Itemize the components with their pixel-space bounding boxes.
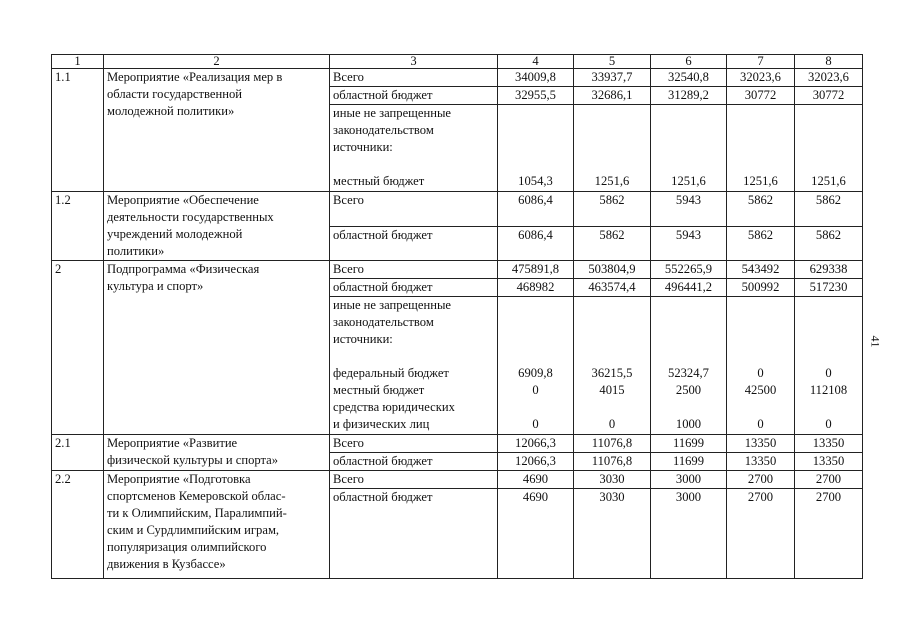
blank-line	[501, 314, 570, 331]
value-line: 12066,3	[515, 436, 556, 450]
blank-line	[501, 399, 570, 416]
value-line: 0	[532, 383, 539, 397]
value-cell	[795, 87, 863, 105]
value-line: 2700	[747, 472, 774, 486]
value-line: 496441,2	[664, 280, 713, 294]
value-line: 1000	[675, 417, 702, 431]
blank-line	[654, 348, 723, 365]
value-cell	[651, 192, 727, 227]
value-line: 5943	[675, 193, 702, 207]
item-number-cell: 2.2	[52, 471, 104, 579]
value-line: 32955,5	[515, 88, 556, 102]
blank-line	[654, 122, 723, 139]
value-cell	[498, 489, 574, 579]
blank-line	[654, 105, 723, 122]
value-line: 0	[757, 417, 764, 431]
value-cell	[574, 435, 651, 453]
value-line: 468982	[516, 280, 555, 294]
item-title-cell	[104, 435, 330, 471]
blank-line	[730, 122, 791, 139]
blank-line	[577, 399, 647, 416]
text-line: движения в Кузбассе»	[107, 557, 226, 571]
value-line: 5862	[815, 227, 842, 242]
value-line: 5862	[599, 227, 625, 242]
value-cell	[651, 279, 727, 297]
value-line: 5862	[747, 227, 774, 242]
value-line: 3030	[599, 472, 625, 486]
value-cell	[795, 192, 863, 227]
value-line: 517230	[809, 280, 848, 294]
text-line: федеральный бюджет	[333, 366, 449, 380]
value-cell	[498, 69, 574, 87]
text-line: Мероприятие «Реализация мер в	[107, 70, 283, 84]
blank-line	[501, 156, 570, 173]
value-line: 0	[608, 417, 616, 431]
value-cell	[574, 226, 651, 261]
value-line: 1251,6	[671, 174, 706, 188]
blank-line	[577, 139, 647, 156]
blank-line	[654, 297, 723, 314]
text-line: Всего	[333, 193, 364, 207]
value-line: 475891,8	[511, 262, 560, 276]
value-line: 13350	[744, 454, 777, 468]
blank-line	[730, 105, 791, 122]
value-line: 36215,5	[591, 366, 633, 380]
item-number-cell: 1.2	[52, 192, 104, 261]
blank-line	[730, 139, 791, 156]
blank-line	[730, 348, 791, 365]
blank-line	[501, 122, 570, 139]
text-line: физической культуры и спорта»	[107, 453, 279, 467]
value-line: 33937,7	[591, 70, 633, 84]
value-line: 1251,6	[743, 174, 778, 188]
value-line: 0	[532, 417, 539, 431]
value-cell	[651, 453, 727, 471]
text-line: области государственной	[107, 87, 243, 101]
text-line: Мероприятие «Обеспечение	[107, 193, 259, 207]
text-line: ти к Олимпийским, Паралимпий-	[107, 506, 287, 520]
header-cell: 6	[651, 55, 727, 69]
blank-line	[798, 139, 859, 156]
item-number-cell: 1.1	[52, 69, 104, 192]
blank-line	[798, 122, 859, 139]
text-line: источники:	[333, 332, 393, 346]
text-line: политики»	[107, 244, 165, 258]
blank-line	[577, 156, 647, 173]
blank-line	[501, 139, 570, 156]
value-line: 5943	[675, 227, 702, 242]
blank-line	[333, 156, 494, 173]
item-number-cell: 2	[52, 261, 104, 435]
value-line: 1054,3	[518, 174, 553, 188]
table-row	[52, 471, 863, 489]
text-line: законодательством	[333, 123, 434, 137]
value-line: 11076,8	[591, 454, 633, 468]
value-cell	[727, 297, 795, 435]
text-line: Подпрограмма «Физическая	[107, 262, 260, 276]
text-line: иные не запрещенные	[333, 106, 451, 120]
text-line: иные не запрещенные	[333, 298, 451, 312]
value-line: 31289,2	[668, 88, 709, 102]
text-line: учреждений молодежной	[107, 227, 243, 241]
item-number-cell: 2.1	[52, 435, 104, 471]
value-line: 32023,6	[740, 70, 781, 84]
blank-line	[730, 314, 791, 331]
value-cell	[651, 261, 727, 279]
header-cell: 4	[498, 55, 574, 69]
value-cell	[795, 453, 863, 471]
blank-line	[501, 297, 570, 314]
value-line: 0	[757, 366, 764, 380]
funding-source-cell	[330, 297, 498, 435]
header-cell: 8	[795, 55, 863, 69]
value-line: 34009,8	[515, 70, 556, 84]
blank-line	[577, 105, 647, 122]
blank-line	[654, 314, 723, 331]
value-line: 543492	[741, 262, 780, 276]
blank-line	[730, 156, 791, 173]
value-cell	[651, 435, 727, 453]
funding-source-cell	[330, 453, 498, 471]
value-line: 13350	[812, 454, 845, 468]
value-line: 32540,8	[668, 70, 709, 84]
text-line: местный бюджет	[333, 174, 425, 188]
value-cell	[651, 87, 727, 105]
blank-line	[654, 331, 723, 348]
blank-line	[577, 297, 647, 314]
text-line: деятельности государственных	[107, 210, 274, 224]
table-row	[52, 261, 863, 279]
value-line: 3000	[675, 490, 702, 504]
funding-source-cell	[330, 87, 498, 105]
table-row	[52, 69, 863, 87]
blank-line	[798, 156, 859, 173]
value-cell	[574, 69, 651, 87]
value-cell	[651, 297, 727, 435]
value-cell	[498, 261, 574, 279]
value-cell	[795, 297, 863, 435]
funding-source-cell	[330, 192, 498, 227]
value-cell	[574, 87, 651, 105]
item-title-cell	[104, 69, 330, 192]
value-cell	[498, 279, 574, 297]
funding-source-cell	[330, 105, 498, 192]
value-cell	[727, 192, 795, 227]
value-cell	[727, 435, 795, 453]
table-row	[52, 435, 863, 453]
value-cell	[574, 297, 651, 435]
value-cell	[727, 453, 795, 471]
value-line: 11699	[672, 436, 705, 450]
value-line: 11699	[672, 454, 705, 468]
value-line: 42500	[744, 383, 777, 397]
value-line: 52324,7	[668, 366, 709, 380]
value-line: 30772	[812, 88, 845, 102]
blank-line	[730, 399, 791, 416]
value-line: 11076,8	[591, 436, 633, 450]
value-cell	[727, 87, 795, 105]
value-cell	[498, 105, 574, 192]
text-line: законодательством	[333, 315, 434, 329]
header-cell: 3	[330, 55, 498, 69]
value-cell	[498, 435, 574, 453]
value-line: 2700	[747, 490, 774, 504]
value-cell	[795, 69, 863, 87]
blank-line	[501, 105, 570, 122]
blank-line	[730, 297, 791, 314]
funding-source-cell	[330, 435, 498, 453]
table-row	[52, 192, 863, 227]
value-cell	[795, 279, 863, 297]
funding-source-cell	[330, 279, 498, 297]
value-line: 32023,6	[808, 70, 849, 84]
page-number: 41	[868, 335, 883, 348]
blank-line	[654, 156, 723, 173]
value-cell	[651, 226, 727, 261]
value-cell	[727, 489, 795, 579]
funding-source-cell	[330, 471, 498, 489]
value-cell	[498, 297, 574, 435]
blank-line	[798, 348, 859, 365]
value-line: 552265,9	[664, 262, 713, 276]
blank-line	[577, 331, 647, 348]
blank-line	[333, 348, 494, 365]
funding-source-cell	[330, 489, 498, 579]
blank-line	[654, 399, 723, 416]
blank-line	[654, 139, 723, 156]
value-line: 2500	[675, 383, 702, 397]
text-line: ским и Сурдлимпийским играм,	[107, 523, 280, 537]
value-line: 5862	[599, 193, 625, 207]
funding-source-cell	[330, 261, 498, 279]
text-line: популяризация олимпийского	[107, 540, 267, 554]
value-line: 4690	[522, 490, 549, 504]
value-cell	[574, 279, 651, 297]
blank-line	[798, 331, 859, 348]
value-cell	[727, 105, 795, 192]
header-cell: 7	[727, 55, 795, 69]
value-line: 12066,3	[515, 454, 556, 468]
text-line: спортсменов Кемеровской облас-	[107, 489, 286, 503]
value-line: 4015	[599, 383, 625, 397]
text-line: местный бюджет	[333, 383, 425, 397]
value-line: 3000	[675, 472, 702, 486]
item-title-cell	[104, 471, 330, 579]
value-line: 6909,8	[518, 366, 553, 380]
value-cell	[795, 226, 863, 261]
value-cell	[574, 453, 651, 471]
value-cell	[574, 471, 651, 489]
value-cell	[795, 105, 863, 192]
text-line: молодежной политики»	[107, 104, 235, 118]
value-line: 500992	[741, 280, 780, 294]
value-cell	[498, 453, 574, 471]
value-cell	[651, 105, 727, 192]
text-line: источники:	[333, 140, 393, 154]
blank-line	[501, 331, 570, 348]
blank-line	[798, 399, 859, 416]
text-line: областной бюджет	[333, 280, 433, 294]
value-cell	[498, 226, 574, 261]
value-line: 30772	[744, 88, 777, 102]
value-cell	[651, 471, 727, 489]
text-line: средства юридических	[333, 400, 455, 414]
value-cell	[727, 279, 795, 297]
value-line: 5862	[747, 193, 774, 207]
budget-table	[51, 54, 863, 579]
value-cell	[727, 226, 795, 261]
value-cell	[651, 489, 727, 579]
value-line: 1251,6	[811, 174, 846, 188]
header-cell: 5	[574, 55, 651, 69]
value-line: 6086,4	[518, 193, 553, 207]
value-cell	[498, 87, 574, 105]
text-line: культура и спорт»	[107, 279, 204, 293]
text-line: Мероприятие «Развитие	[107, 436, 238, 450]
blank-line	[577, 348, 647, 365]
text-line: Всего	[333, 472, 364, 486]
value-cell	[574, 192, 651, 227]
text-line: Всего	[333, 436, 364, 450]
value-cell	[498, 192, 574, 227]
value-cell	[574, 261, 651, 279]
funding-source-cell	[330, 69, 498, 87]
text-line: областной бюджет	[333, 490, 433, 504]
header-cell: 1	[52, 55, 104, 69]
item-title-cell	[104, 192, 330, 261]
value-cell	[795, 471, 863, 489]
value-cell	[651, 69, 727, 87]
value-line: 0	[825, 417, 832, 431]
blank-line	[577, 122, 647, 139]
blank-line	[798, 105, 859, 122]
value-cell	[727, 261, 795, 279]
text-line: Мероприятие «Подготовка	[107, 472, 251, 486]
value-cell	[795, 435, 863, 453]
value-line: 6086,4	[518, 227, 553, 242]
header-cell: 2	[104, 55, 330, 69]
value-line: 13350	[812, 436, 845, 450]
value-line: 463574,4	[588, 280, 636, 294]
blank-line	[798, 314, 859, 331]
value-cell	[727, 69, 795, 87]
value-line: 2700	[815, 472, 842, 486]
item-title-cell	[104, 261, 330, 435]
funding-source-cell	[330, 226, 498, 261]
text-line: областной бюджет	[333, 227, 433, 242]
text-line: Всего	[333, 70, 364, 84]
value-line: 1251,6	[594, 174, 630, 188]
value-line: 0	[825, 366, 832, 380]
value-line: 629338	[809, 262, 848, 276]
value-line: 3030	[599, 490, 625, 504]
value-line: 2700	[815, 490, 842, 504]
value-cell	[795, 261, 863, 279]
value-line: 4690	[522, 472, 549, 486]
value-line: 32686,1	[591, 88, 633, 102]
value-line: 13350	[744, 436, 777, 450]
value-line: 5862	[815, 193, 842, 207]
value-cell	[727, 471, 795, 489]
value-cell	[574, 105, 651, 192]
value-cell	[498, 471, 574, 489]
value-cell	[795, 489, 863, 579]
blank-line	[798, 297, 859, 314]
text-line: областной бюджет	[333, 88, 433, 102]
blank-line	[501, 348, 570, 365]
text-line: и физических лиц	[333, 417, 430, 431]
header-row	[52, 55, 863, 69]
text-line: областной бюджет	[333, 454, 433, 468]
value-line: 503804,9	[588, 262, 636, 276]
blank-line	[730, 331, 791, 348]
value-cell	[574, 489, 651, 579]
value-line: 112108	[809, 383, 848, 397]
blank-line	[577, 314, 647, 331]
text-line: Всего	[333, 262, 364, 276]
